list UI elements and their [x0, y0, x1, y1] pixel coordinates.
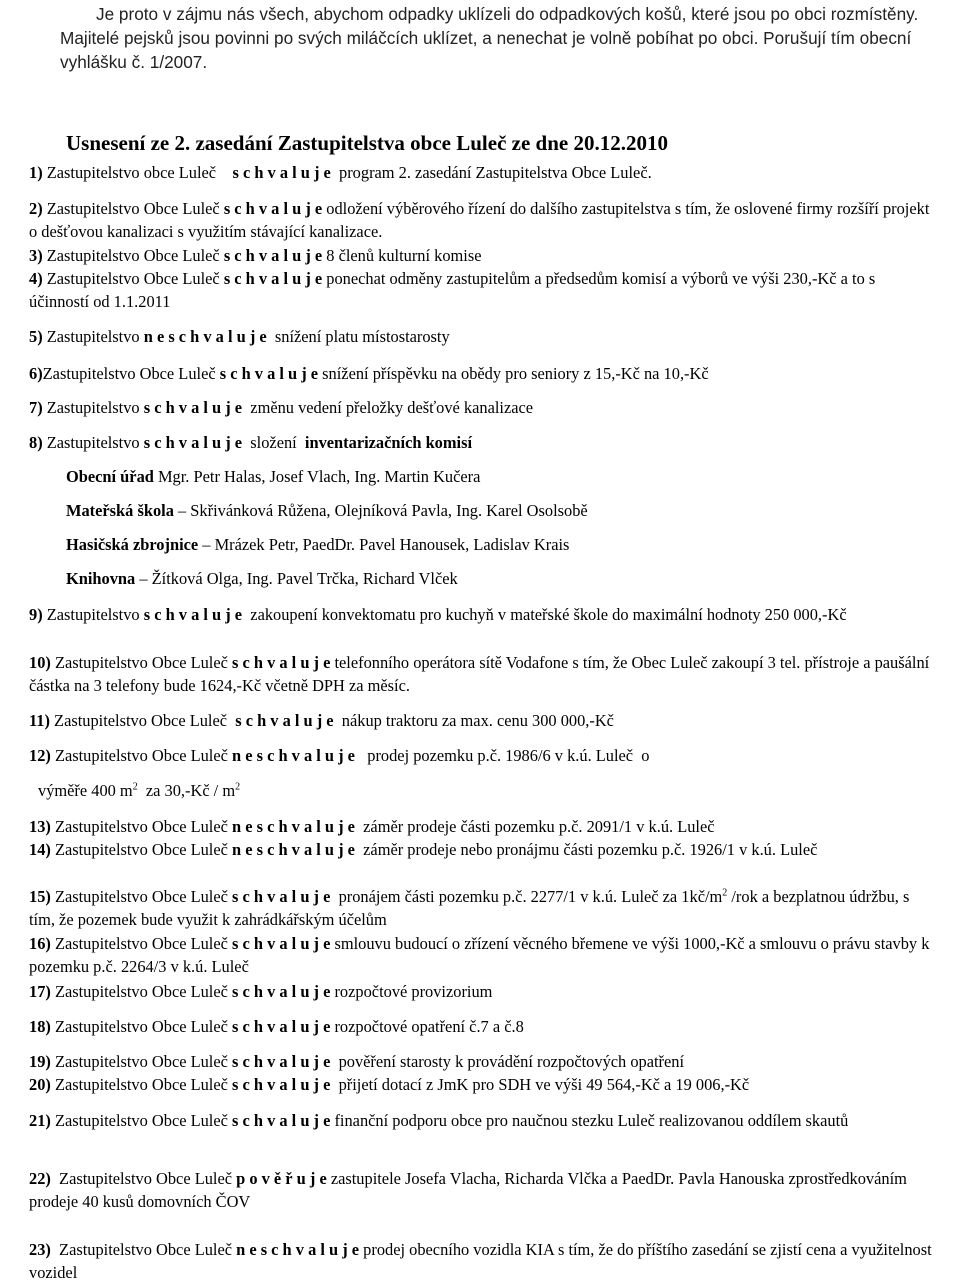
resolution-item-16: 16) Zastupitelstvo Obce Luleč s c h v a l u j e smlouvu budoucí o zřízení věcného břemene ve výši 1000,-Kč a smlouvu o právu stavby k pozemku p.č. 2264/3 v k.ú. Luleč	[29, 934, 930, 976]
resolution-item-17: 17) Zastupitelstvo Obce Luleč s c h v a l u j e rozpočtové provizorium	[29, 982, 493, 1001]
commission-obecni-urad: Obecní úřad Mgr. Petr Halas, Josef Vlach, Ing. Martin Kučera	[66, 467, 481, 486]
resolution-item-3: 3) Zastupitelstvo Obce Luleč s c h v a l u j e 8 členů kulturní komise	[29, 246, 482, 265]
resolution-item-11: 11) Zastupitelstvo Obce Luleč s c h v a l u j e nákup traktoru za max. cenu 300 000,-Kč	[29, 711, 614, 730]
resolution-item-18: 18) Zastupitelstvo Obce Luleč s c h v a l u j e rozpočtové opatření č.7 a č.8	[29, 1017, 524, 1036]
resolution-item-1: 1) Zastupitelstvo obce Luleč s c h v a l u j e program 2. zasedání Zastupitelstva Obce Luleč.	[29, 163, 652, 182]
resolution-item-12-area: výměře 400 $m^2$ za 30,-Kč / $m^2$	[38, 781, 241, 800]
commission-materska-skola: Mateřská škola – Skřivánková Růžena, Olejníková Pavla, Ing. Karel Osolsobě	[66, 501, 588, 520]
resolution-item-19: 19) Zastupitelstvo Obce Luleč s c h v a l u j e pověření starosty k provádění rozpočtových opatření	[29, 1052, 685, 1071]
resolution-item-2: 2) Zastupitelstvo Obce Luleč s c h v a l u j e odložení výběrového řízení do dalšího zastupitelstva s tím, že oslovené firmy rozšíří projekt o dešťovou kanalizaci s využitím stávající kanalizace.	[29, 199, 930, 241]
resolution-item-21: 21) Zastupitelstvo Obce Luleč s c h v a l u j e finanční podporu obce pro naučnou stezku Luleč realizovanou oddílem skautů	[29, 1111, 849, 1130]
resolution-item-4: 4) Zastupitelstvo Obce Luleč s c h v a l u j e ponechat odměny zastupitelům a předsedům komisí a výborů ve výši 230,-Kč a to s účinností od 1.1.2011	[29, 269, 876, 311]
resolution-item-22: 22) Zastupitelstvo Obce Luleč p o v ě ř u j e zastupitele Josefa Vlacha, Richarda Vlčka a PaedDr. Pavla Hanouska zprostředkováním prodeje 40 kusů domovních ČOV	[29, 1169, 907, 1211]
resolution-item-7: 7) Zastupitelstvo s c h v a l u j e změnu vedení přeložky dešťové kanalizace	[29, 398, 534, 417]
resolution-item-23: 23) Zastupitelstvo Obce Luleč n e s c h v a l u j e prodej obecního vozidla KIA s tím, že do příštího zasedání se zjistí cena a využitelnost vozidel	[29, 1240, 932, 1282]
resolution-heading: Usnesení ze 2. zasedání Zastupitelstva obce Luleč ze dne 20.12.2010	[66, 131, 668, 155]
resolution-item-9: 9) Zastupitelstvo s c h v a l u j e zakoupení konvektomatu pro kuchyň v mateřské škole do maximální hodnoty 250 000,-Kč	[29, 605, 847, 624]
resolution-item-13: 13) Zastupitelstvo Obce Luleč n e s c h v a l u j e záměr prodeje části pozemku p.č. 2091/1 v k.ú. Luleč	[29, 817, 715, 836]
resolution-item-15: 15) Zastupitelstvo Obce Luleč s c h v a l u j e pronájem části pozemku p.č. 2277/1 v k.ú. Luleč za $1kč/m^2$ /rok a bezplatnou údržbu, s tím, že pozemek bude využit k zahrádkářským účelům	[29, 887, 910, 929]
resolution-item-14: 14) Zastupitelstvo Obce Luleč n e s c h v a l u j e záměr prodeje nebo pronájmu části pozemku p.č. 1926/1 v k.ú. Luleč	[29, 840, 818, 859]
resolution-item-5: 5) Zastupitelstvo n e s c h v a l u j e snížení platu místostarosty	[29, 327, 450, 346]
commission-knihovna: Knihovna – Žítková Olga, Ing. Pavel Trčka, Richard Vlček	[66, 569, 458, 588]
commission-hasicska-zbrojnice: Hasičská zbrojnice – Mrázek Petr, PaedDr. Pavel Hanousek, Ladislav Krais	[66, 535, 570, 554]
resolution-item-8: 8) Zastupitelstvo s c h v a l u j e složení inventarizačních komisí	[29, 433, 473, 452]
intro-paragraph: Je proto v zájmu nás všech, abychom odpadky uklízeli do odpadkových košů, které jsou po obci rozmístěny. Majitelé pejsků jsou povinni po svých miláčcích uklízet, a nenechat je volně pobíhat po obci. Porušují tím obecní vyhlášku č. 1/2007.	[60, 4, 919, 72]
resolution-item-10: 10) Zastupitelstvo Obce Luleč s c h v a l u j e telefonního operátora sítě Vodafone s tím, že Obec Luleč zakoupí 3 tel. přístroje a paušální částka na 3 telefony bude 1624,-Kč včetně DPH za měsíc.	[29, 653, 930, 695]
resolution-item-6: 6)Zastupitelstvo Obce Luleč s c h v a l u j e snížení příspěvku na obědy pro seniory z 15,-Kč na 10,-Kč	[29, 364, 709, 383]
resolution-item-12: 12) Zastupitelstvo Obce Luleč n e s c h v a l u j e prodej pozemku p.č. 1986/6 v k.ú. Luleč o	[29, 746, 650, 765]
resolution-item-20: 20) Zastupitelstvo Obce Luleč s c h v a l u j e přijetí dotací z JmK pro SDH ve výši 49 564,-Kč a 19 006,-Kč	[29, 1075, 750, 1094]
